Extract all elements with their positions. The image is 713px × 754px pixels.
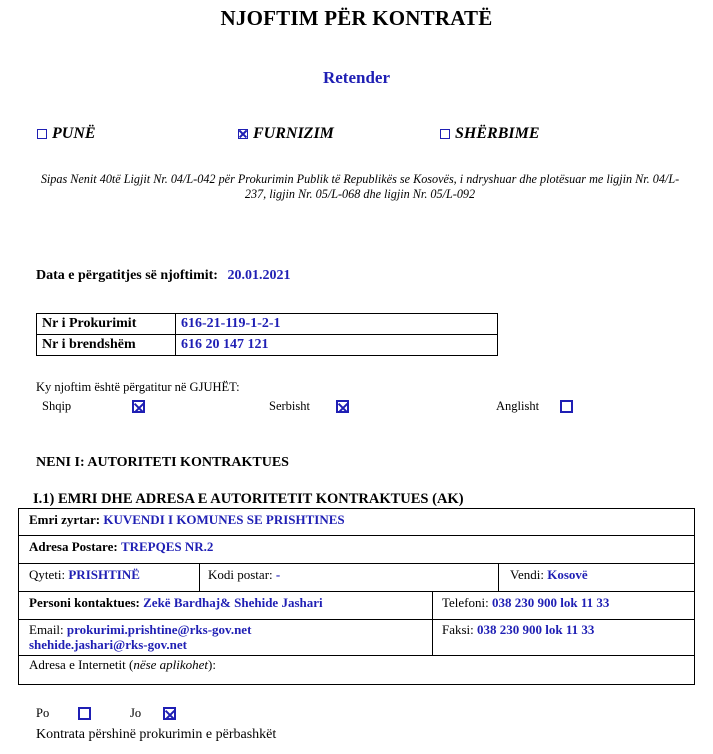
country-label: Vendi: xyxy=(510,567,544,582)
category-furnizim[interactable] xyxy=(238,125,334,143)
phone-field xyxy=(442,595,609,611)
category-pune[interactable] xyxy=(37,125,96,143)
divider xyxy=(199,563,200,592)
language-label: Anglisht xyxy=(496,399,540,413)
fax-label: Faksi: xyxy=(442,622,474,637)
internet-label-italic: nëse aplikohet xyxy=(133,657,209,672)
contact-value: Zekë Bardhaj& Shehide Jashari xyxy=(143,595,323,610)
row-city xyxy=(18,563,695,592)
postal-label: Kodi postar: xyxy=(208,567,273,582)
option-label: Jo xyxy=(130,706,142,720)
internet-label-end: ): xyxy=(208,657,216,672)
language-anglisht[interactable] xyxy=(496,399,578,414)
fax-field xyxy=(442,622,594,638)
legal-basis-text: Sipas Nenit 40të Ligjit Nr. 04/L-042 për Prokurimin Publik të Republikës se Kosovës, i ndryshuar dhe plotësuar me ligjin Nr. 04/L-237, ligjin Nr. 05/L-068 dhe ligjin Nr. 05/L-092 xyxy=(40,172,680,201)
checkbox-icon[interactable] xyxy=(560,400,573,413)
checkbox-checked-icon[interactable] xyxy=(163,707,176,720)
city-label: Qyteti: xyxy=(29,567,66,582)
official-name-label: Emri zyrtar: xyxy=(29,512,101,527)
official-name-field xyxy=(29,512,345,528)
category-sherbime[interactable] xyxy=(440,125,539,143)
option-po[interactable] xyxy=(36,706,96,721)
postal-value: - xyxy=(275,567,281,582)
page-subtitle: Retender xyxy=(322,68,391,87)
category-label: SHËRBIME xyxy=(455,125,540,142)
row-email xyxy=(18,619,695,656)
language-shqip[interactable] xyxy=(42,399,150,414)
postal-field xyxy=(208,567,280,583)
contact-label: Personi kontaktues: xyxy=(29,595,140,610)
checkbox-checked-icon[interactable] xyxy=(238,129,248,139)
email-value-2: shehide.jashari@rks-gov.net xyxy=(29,637,187,652)
procurement-number-value: 616-21-119-1-2-1 xyxy=(176,314,498,335)
country-field xyxy=(510,567,588,583)
procurement-number-table xyxy=(36,313,498,356)
languages-intro: Ky njoftim është përgatitur në GJUHËT: xyxy=(36,380,240,394)
option-label: Po xyxy=(36,706,50,720)
category-label: PUNË xyxy=(52,125,96,142)
checkbox-icon[interactable] xyxy=(37,129,47,139)
divider xyxy=(432,619,433,656)
internal-number-value: 616 20 147 121 xyxy=(176,335,498,356)
row-internet xyxy=(18,655,695,685)
preparation-date xyxy=(36,268,290,284)
fax-value: 038 230 900 lok 11 33 xyxy=(477,622,595,637)
preparation-date-label: Data e përgatitjes së njoftimit: xyxy=(36,268,218,283)
checkbox-checked-icon[interactable] xyxy=(336,400,349,413)
checkbox-checked-icon[interactable] xyxy=(132,400,145,413)
category-label: FURNIZIM xyxy=(253,125,334,142)
table-row xyxy=(37,314,498,335)
language-label: Shqip xyxy=(42,399,72,413)
city-field xyxy=(29,567,140,583)
address-value: TREPQES NR.2 xyxy=(120,539,214,554)
email-value-1: prokurimi.prishtine@rks-gov.net xyxy=(66,622,252,637)
row-address xyxy=(18,535,695,564)
email-field xyxy=(29,622,251,652)
page-title: NJOFTIM PËR KONTRATË xyxy=(220,6,493,30)
subsection-heading: I.1) EMRI DHE ADRESA E AUTORITETIT KONTRAKTUES (AK) xyxy=(33,491,464,507)
address-field xyxy=(29,539,213,555)
divider xyxy=(498,563,499,592)
phone-value: 038 230 900 lok 11 33 xyxy=(492,595,610,610)
internal-number-label: Nr i brendshëm xyxy=(37,335,176,356)
joint-procurement-text: Kontrata përshinë prokurimin e përbashkët xyxy=(36,727,277,742)
table-row xyxy=(37,335,498,356)
language-label: Serbisht xyxy=(269,399,310,413)
divider xyxy=(432,591,433,620)
internet-field xyxy=(29,657,216,673)
address-label: Adresa Postare: xyxy=(29,539,118,554)
language-serbisht[interactable] xyxy=(269,399,354,414)
phone-label: Telefoni: xyxy=(442,595,489,610)
internet-label: Adresa e Internetit ( xyxy=(29,657,134,672)
checkbox-icon[interactable] xyxy=(440,129,450,139)
country-value: Kosovë xyxy=(547,567,588,582)
city-value: PRISHTINË xyxy=(68,567,140,582)
section-heading: NENI I: AUTORITETI KONTRAKTUES xyxy=(36,455,289,470)
option-jo[interactable] xyxy=(130,706,181,721)
official-name-value: KUVENDI I KOMUNES SE PRISHTINES xyxy=(103,512,345,527)
procurement-number-label: Nr i Prokurimit xyxy=(37,314,176,335)
contact-field xyxy=(29,595,323,611)
preparation-date-value: 20.01.2021 xyxy=(227,268,291,283)
row-contact xyxy=(18,591,695,620)
row-official-name xyxy=(18,508,695,536)
email-label: Email: xyxy=(29,622,64,637)
checkbox-icon[interactable] xyxy=(78,707,91,720)
